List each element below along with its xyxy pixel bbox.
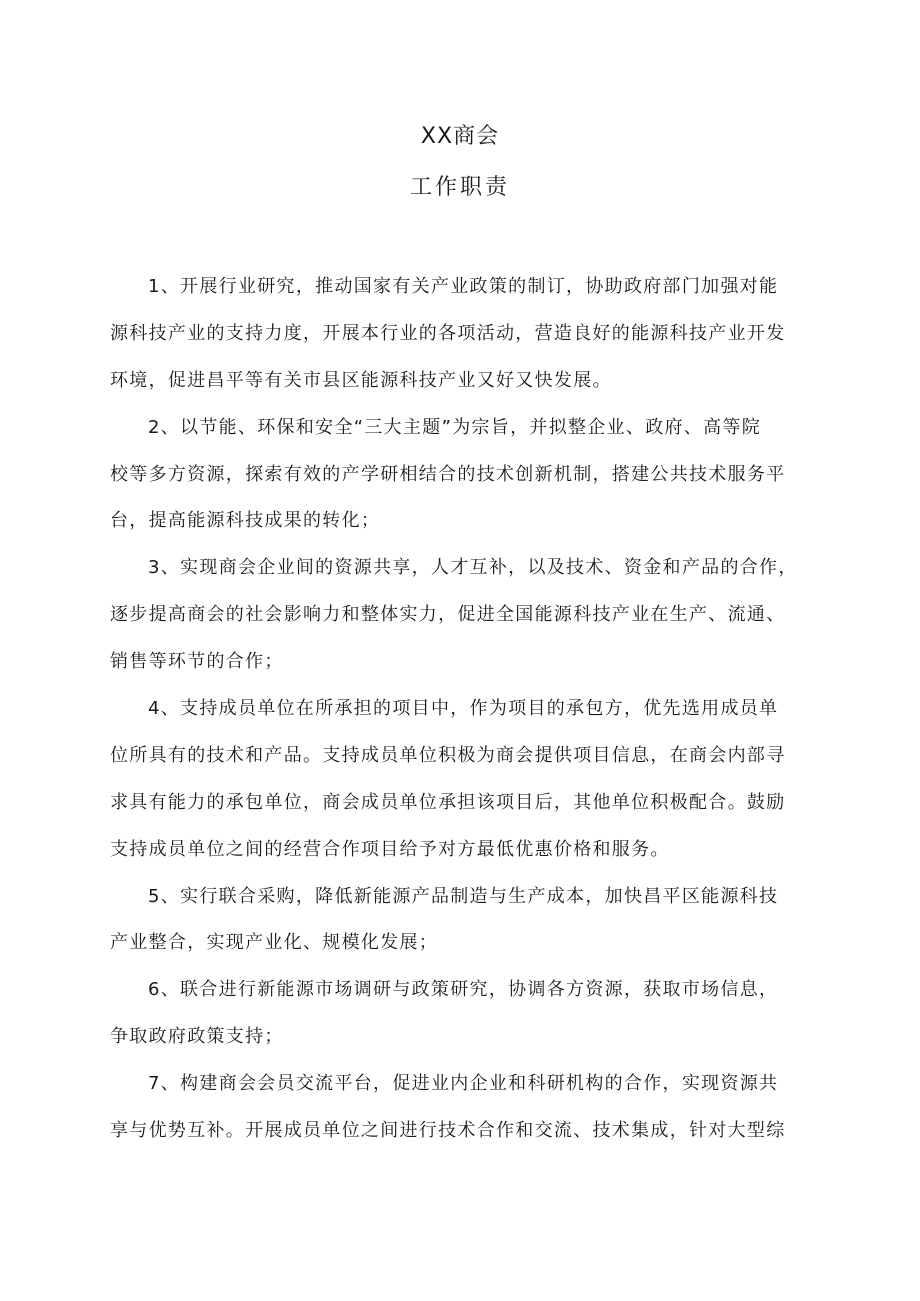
paragraph-line: 享与优势互补。开展成员单位之间进行技术合作和交流、技术集成，针对大型综 xyxy=(110,1120,786,1142)
paragraph-line: 求具有能力的承包单位，商会成员单位承担该项目后，其他单位积极配合。鼓励 xyxy=(110,791,786,813)
paragraph-line: 5、实行联合采购，降低新能源产品制造与生产成本，加快昌平区能源科技 xyxy=(148,885,779,907)
paragraph-line: 2、以节能、环保和安全“三大主题”为宗旨，并拟整企业、政府、高等院 xyxy=(148,416,761,438)
paragraph-line: 校等多方资源，探索有效的产学研相结合的技术创新机制，搭建公共技术服务平 xyxy=(110,463,786,485)
paragraph-line: 支持成员单位之间的经营合作项目给予对方最低优惠价格和服务。 xyxy=(110,838,670,860)
paragraph-4 xyxy=(110,686,825,874)
document-subtitle: 工作职责 xyxy=(409,175,510,200)
paragraph-line: 4、支持成员单位在所承担的项目中，作为项目的承包方，优先选用成员单 xyxy=(148,698,779,720)
paragraph-line: 销售等环节的合作； xyxy=(110,651,284,673)
paragraph-line: 产业整合，实现产业化、规模化发展； xyxy=(110,932,439,954)
paragraph-6 xyxy=(110,967,825,1061)
paragraph-line: 台，提高能源科技成果的转化； xyxy=(110,510,381,532)
paragraph-3 xyxy=(110,545,825,686)
paragraph-2 xyxy=(110,405,825,546)
paragraph-line: 位所具有的技术和产品。支持成员单位积极为商会提供项目信息，在商会内部寻 xyxy=(110,744,786,766)
paragraph-5 xyxy=(110,874,825,968)
paragraph-line: 环境，促进昌平等有关市县区能源科技产业又好又快发展。 xyxy=(110,369,612,391)
paragraph-line: 争取政府政策支持； xyxy=(110,1026,284,1048)
paragraph-7 xyxy=(110,1061,825,1155)
paragraph-line: 6、联合进行新能源市场调研与政策研究，协调各方资源，获取市场信息， xyxy=(148,979,779,1001)
paragraph-line: 1、开展行业研究，推动国家有关产业政策的制订，协助政府部门加强对能 xyxy=(148,276,779,297)
paragraph-line: 3、实现商会企业间的资源共享，人才互补，以及技术、资金和产品的合作， xyxy=(148,557,798,579)
paragraph-1 xyxy=(110,264,825,405)
document-body xyxy=(110,264,825,1155)
document-title: XX商会 xyxy=(420,124,500,149)
paragraph-line: 7、构建商会会员交流平台，促进业内企业和科研机构的合作，实现资源共 xyxy=(148,1073,779,1095)
paragraph-line: 源科技产业的支持力度，开展本行业的各项活动，营造良好的能源科技产业开发 xyxy=(110,322,786,344)
paragraph-line: 逐步提高商会的社会影响力和整体实力，促进全国能源科技产业在生产、流通、 xyxy=(110,604,786,626)
